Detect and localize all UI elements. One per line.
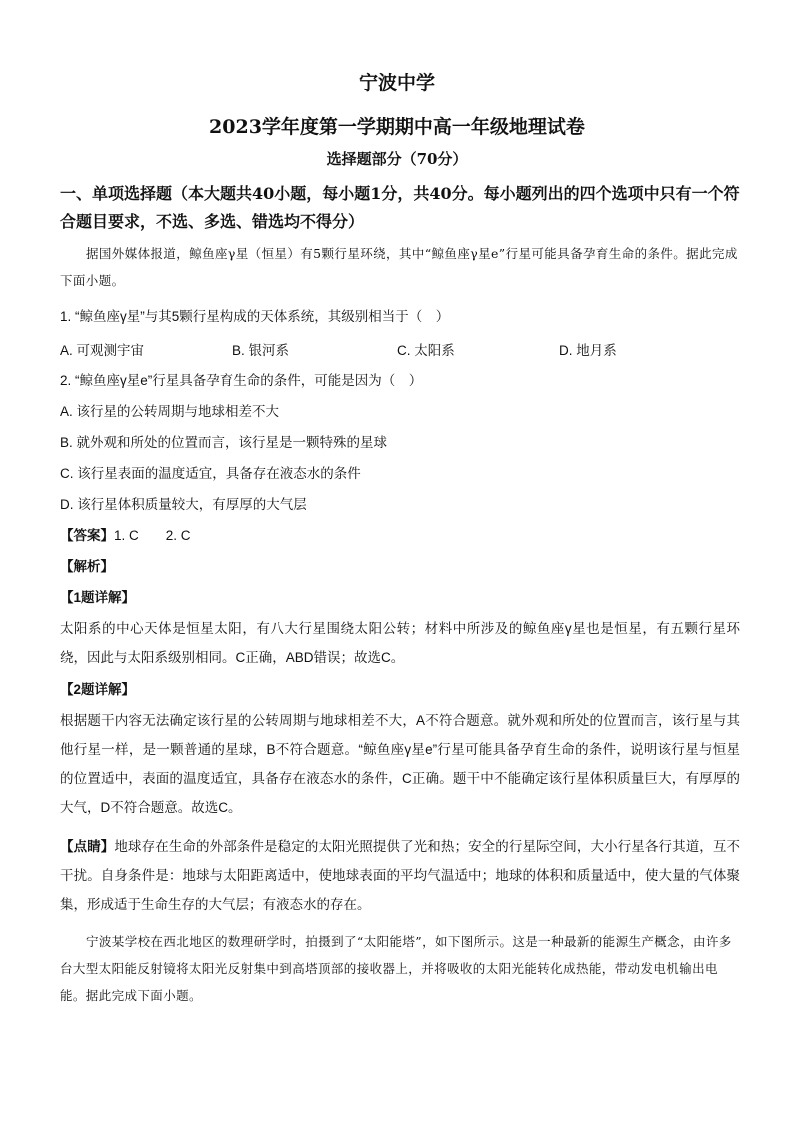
- answer-line: [60, 525, 740, 547]
- note-block: [60, 832, 740, 919]
- question-2-stem: 2. “鲸鱼座γ星e”行星具备孕育生命的条件，可能是因为（ ）: [60, 373, 423, 388]
- note-text: 地球存在生命的外部条件是稳定的太阳光照提供了光和热；安全的行星际空间，大小行星各行其道，互不干扰。自身条件是：地球与太阳距离适中，使地球表面的平均气温适中；地球的体积和质量适中，使大量的气体聚集，形成适于生命生存的大气层；有液态水的存在。: [60, 839, 741, 912]
- exam-title: 2023学年度第一学期期中高一年级地理试卷: [209, 116, 585, 138]
- passage-1: 据国外媒体报道，鲸鱼座γ星（恒星）有5颗行星环绕，其中“鲸鱼座γ星e”行星可能具备孕育生命的条件。据此完成下面小题。: [60, 246, 738, 288]
- q2-option-b: B. 就外观和所处的位置而言，该行星是一颗特殊的星球: [60, 435, 388, 450]
- answer-text: 1. C 2. C: [114, 528, 191, 543]
- q2-option-c: C. 该行星表面的温度适宜，具备存在液态水的条件: [60, 466, 361, 481]
- analysis-label: 【解析】: [60, 559, 114, 574]
- q2-option-d: D. 该行星体积质量较大，有厚厚的大气层: [60, 497, 307, 512]
- detail-1-label: 【1题详解】: [60, 590, 136, 605]
- q1-option-b: B. 银河系: [232, 343, 290, 358]
- q1-option-d: D. 地月系: [559, 343, 617, 358]
- detail-2-label: 【2题详解】: [60, 682, 136, 697]
- q1-option-a: A. 可观测宇宙: [60, 343, 145, 358]
- question-1-stem: 1. “鲸鱼座γ星”与其5颗行星构成的天体系统，其级别相当于（ ）: [60, 309, 450, 324]
- detail-2-text: 根据题干内容无法确定该行星的公转周期与地球相差不大，A不符合题意。就外观和所处的位置而言，该行星与其他行星一样，是一颗普通的星球，B不符合题意。“鲸鱼座γ星e”行星可能具备孕育生命的条件，说明该行星与恒星的位置适中，表面的温度适宜，具备存在液态水的条件，C正确。题干中不能确定该行星体积质量巨大，有厚厚的大气，D不符合题意。故选C。: [60, 713, 740, 815]
- part-subtitle: 选择题部分（70分）: [326, 150, 468, 168]
- question-1-options: [60, 339, 740, 361]
- q2-option-a: A. 该行星的公转周期与地球相差不大: [60, 404, 280, 419]
- section-heading: 一、单项选择题（本大题共40小题，每小题1分，共40分。每小题列出的四个选项中只有一个符合题目要求，不选、多选、错选均不得分）: [60, 184, 740, 231]
- school-name: 宁波中学: [358, 72, 435, 94]
- detail-1-text: 太阳系的中心天体是恒星太阳，有八大行星围绕太阳公转；材料中所涉及的鲸鱼座γ星也是恒星，有五颗行星环绕，因此与太阳系级别相同。C正确，ABD错误；故选C。: [60, 621, 740, 665]
- note-label: 【点睛】: [60, 839, 115, 854]
- answer-label: 【答案】: [60, 528, 114, 543]
- passage-2: 宁波某学校在西北地区的数理研学时，拍摄到了“太阳能塔”，如下图所示。这是一种最新的能源生产概念，由许多台大型太阳能反射镜将太阳光反射集中到高塔顶部的接收器上，并将吸收的太阳光能转化成热能，带动发电机输出电能。据此完成下面小题。: [60, 934, 732, 1003]
- q1-option-c: C. 太阳系: [397, 343, 455, 358]
